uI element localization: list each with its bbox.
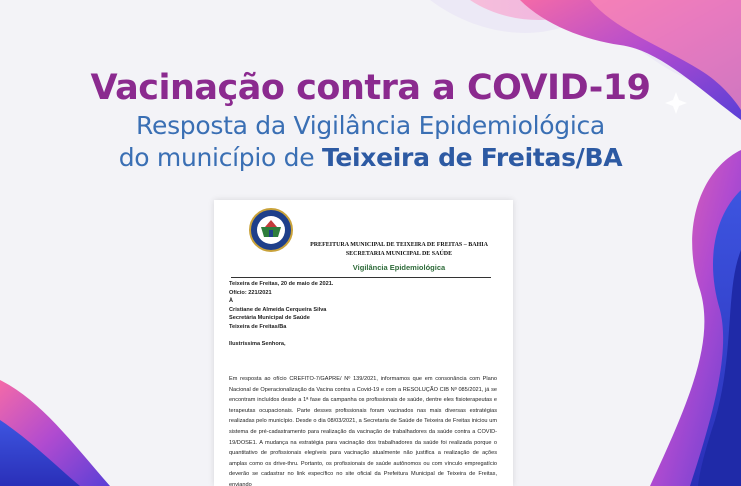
letterhead-line1: PREFEITURA MUNICIPAL DE TEIXEIRA DE FREITAS – BAHIA: [310, 242, 488, 248]
oficio-number: Ofício: 221/2021: [229, 289, 272, 296]
header-divider: [231, 277, 491, 278]
headline-subtitle-prefix: do município de: [118, 143, 322, 172]
department-name: Vigilância Epidemiológica: [352, 263, 446, 272]
municipal-seal-icon: [248, 207, 294, 253]
headline: [0, 66, 741, 174]
letterhead-line2: SECRETARIA MUNICIPAL DE SAÚDE: [345, 251, 453, 257]
headline-subtitle-line1: Resposta da Vigilância Epidemiológica: [136, 111, 605, 140]
headline-title: Vacinação contra a COVID-19: [90, 68, 651, 108]
headline-subtitle-city: Teixeira de Freitas/BA: [321, 143, 623, 172]
recipient-city: Teixeira de Freitas/Ba: [229, 323, 287, 330]
headline-subtitle-line2: [0, 142, 741, 174]
letter-body: Em resposta ao ofício CREFITO-7/GAPRE/ Nº 139/2021, informamos que em consonância com Plano Nacional de Operacionalização da Vacina contra a Covid-19 e com a RESOLUÇÃO CIB Nº 085/2021, já se encontram incluídos desde a 1ª fase da campanha os profissionais de saúde, dentre eles fisioterapeutas e terapeutas ocupacionais. Parte desses profissionais foram vacinados nas mais diversas estratégias realizadas pelo município. Desde o dia 08/03/2021, a Secretaria de Saúde de Teixeira de Freitas iniciou um sistema de pré-cadastramento para realização da vacinação de trabalhadores da saúde contra a COVID-19/DOSE1. A mudança na estratégia para vacinação dos trabalhadores da saúde foi realizada porque o quantitativo de profissionais elegíveis para vacinação atualmente não justifica a realização de ações amplas como os drive-thru. Portanto, os profissionais de saúde autônomos ou com vínculo empregatício deverão se cadastrar no link específico no site oficial da Prefeitura Municipal de Teixeira de Freitas, enviando: [229, 376, 497, 486]
official-letter: [214, 200, 513, 486]
recipient-role: Secretária Municipal de Saúde: [229, 315, 310, 322]
letterhead: [294, 241, 504, 259]
salutation: Ilustríssima Senhora,: [229, 340, 286, 347]
recipient-name: Cristiane de Almeida Cerqueira Silva: [229, 306, 327, 313]
date-line: Teixeira de Freitas, 20 de maio de 2021.: [229, 281, 334, 287]
to-label: À: [229, 298, 234, 305]
letter-header-block: [229, 280, 501, 348]
